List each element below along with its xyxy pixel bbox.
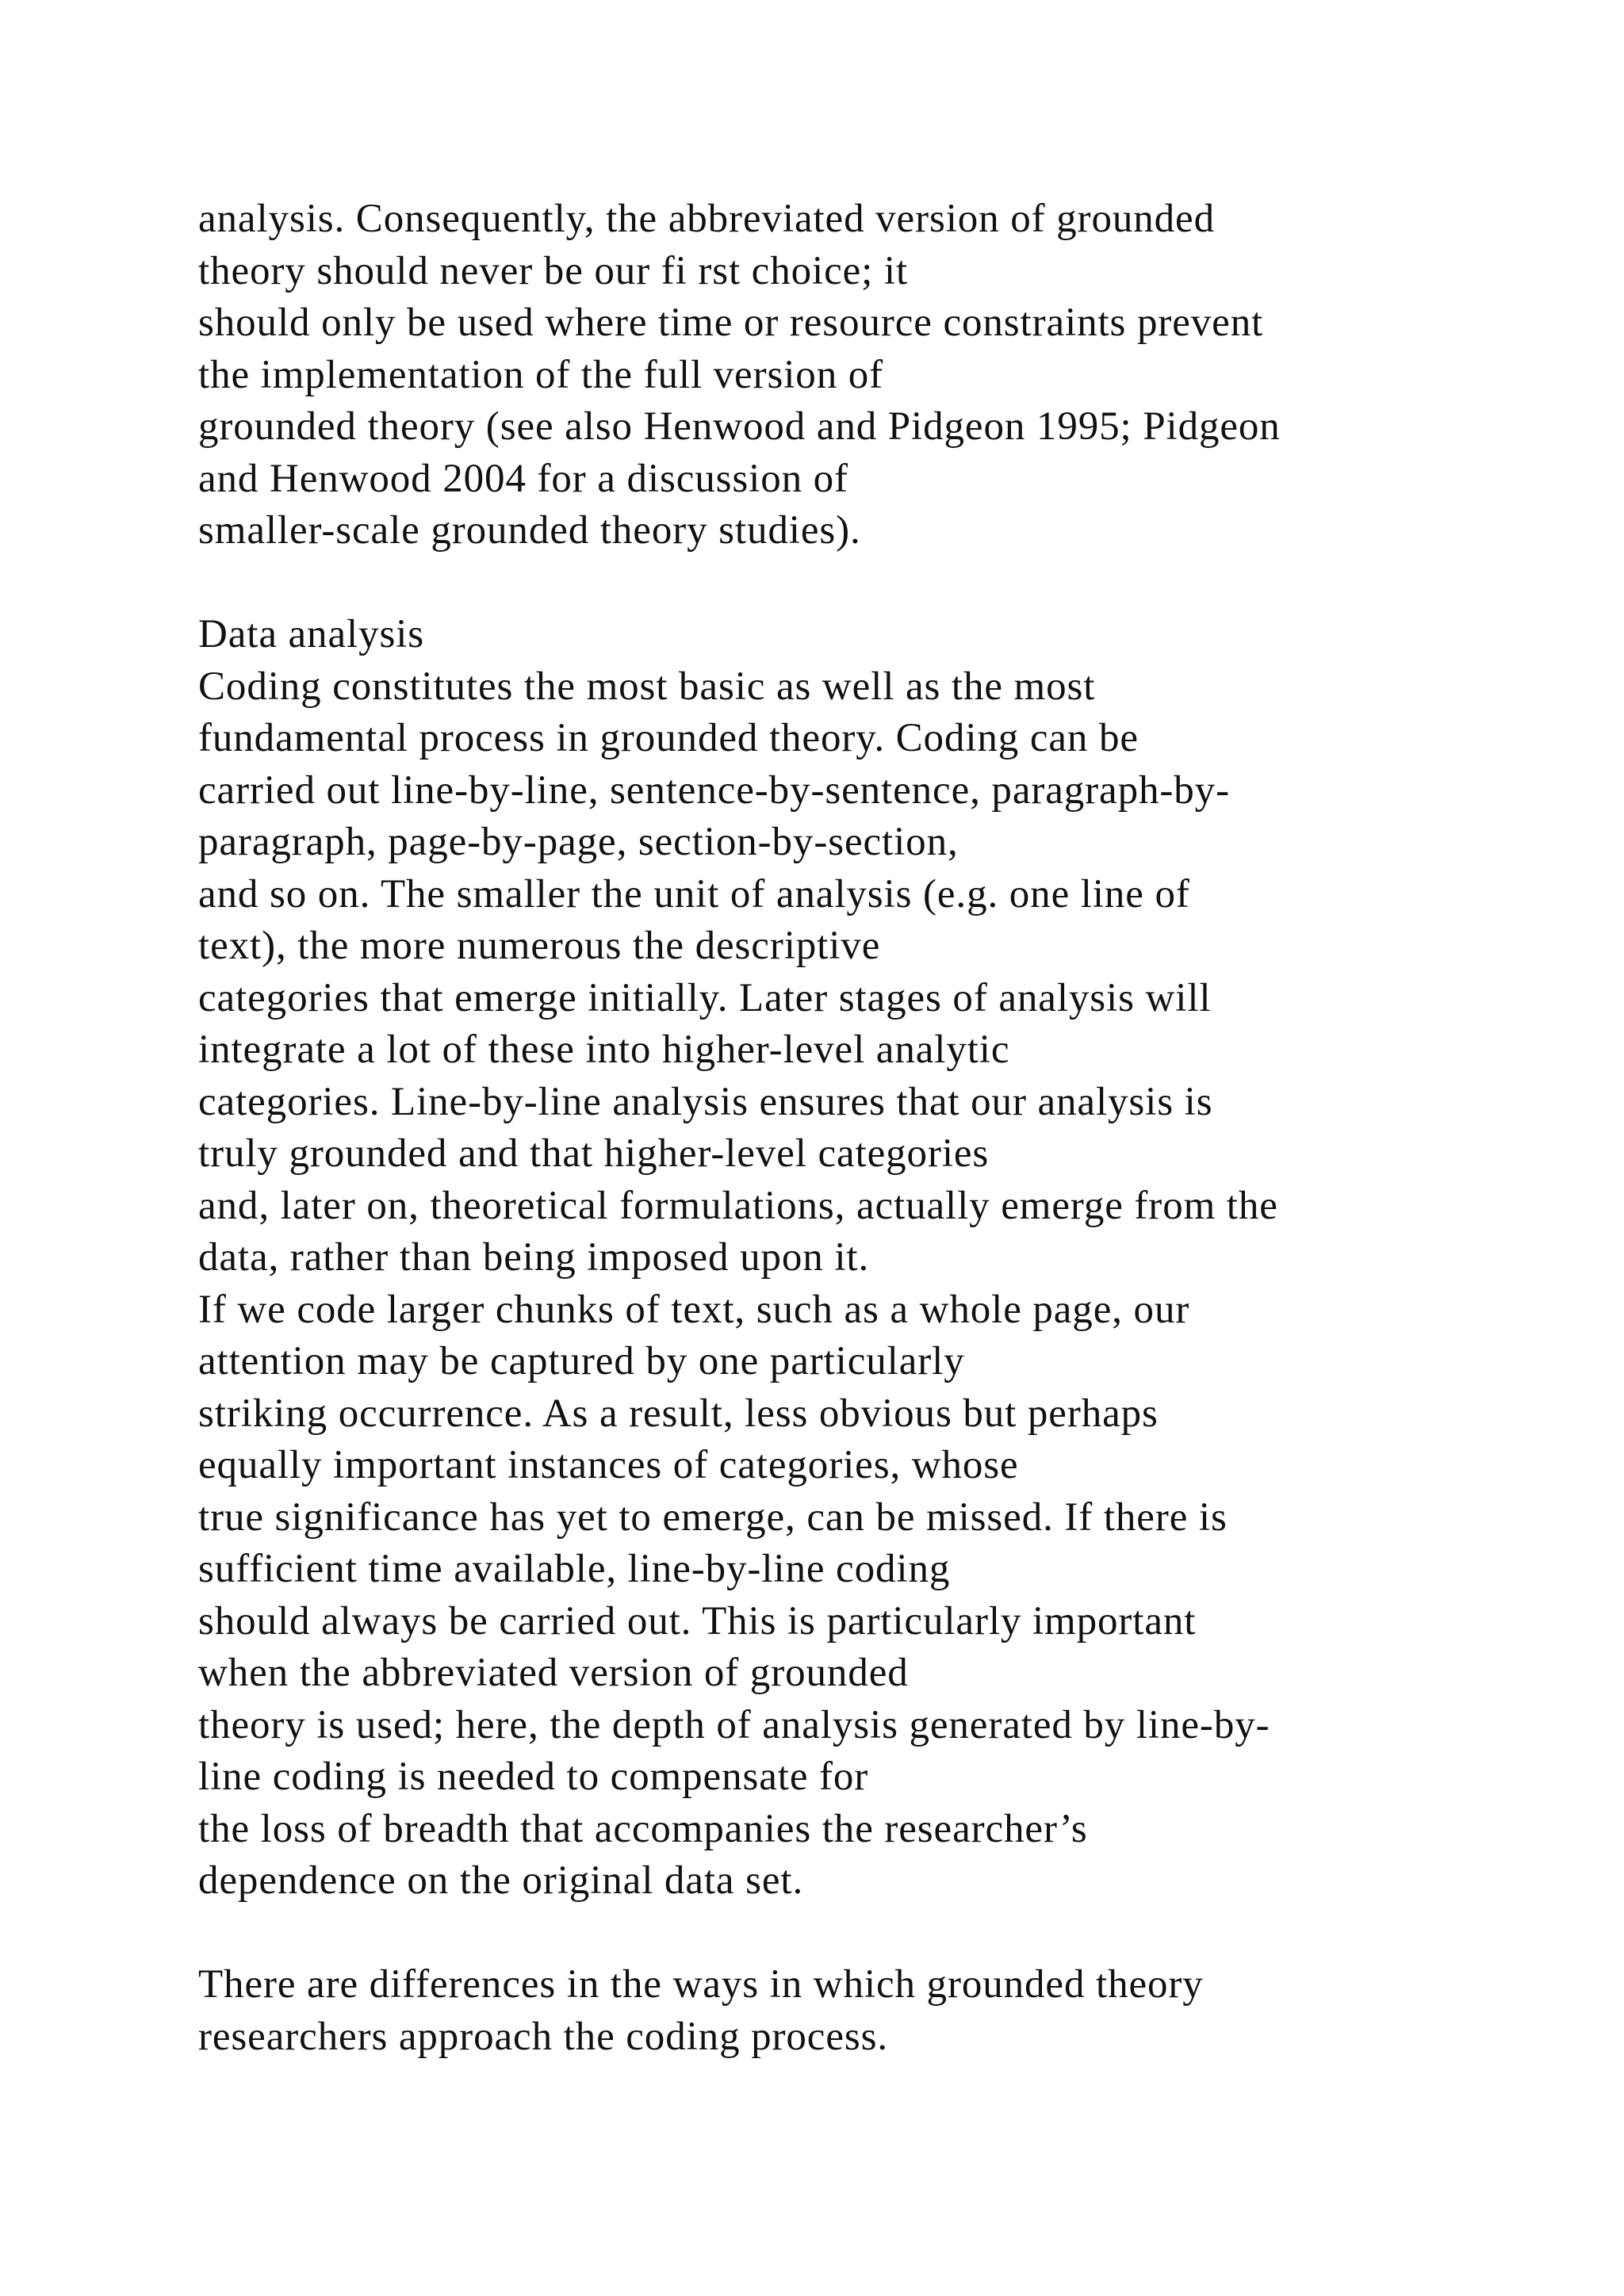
text-line: There are differences in the ways in which grounded theory [198,1962,1204,2007]
text-line: should always be carried out. This is particularly important [198,1598,1197,1644]
text-line: when the abbreviated version of grounded [198,1651,909,1695]
text-line: If we code larger chunks of text, such as a whole page, our [198,1287,1190,1332]
text-line: line coding is needed to compensate for [198,1755,869,1799]
text-line: truly grounded and that higher-level categories [198,1131,990,1176]
text-line: researchers approach the coding process. [198,2014,889,2059]
text-line: data, rather than being imposed upon it. [198,1235,870,1280]
text-line: categories. Line-by-line analysis ensures that our analysis is [198,1079,1213,1124]
text-line: fundamental process in grounded theory. Coding can be [198,716,1139,760]
text-line: sufficient time available, line-by-line coding [198,1547,951,1591]
text-line: integrate a lot of these into higher-level analytic [198,1027,1010,1072]
text-line: theory is used; here, the depth of analysis generated by line-by- [198,1702,1270,1747]
text-line: smaller-scale grounded theory studies). [198,508,861,553]
text-line: should only be used where time or resource constraints prevent [198,300,1264,345]
text-line: theory should never be our fi rst choice; it [198,248,909,293]
text-line: and, later on, theoretical formulations, actually emerge from the [198,1183,1278,1228]
text-line: paragraph, page-by-page, section-by-section, [198,820,959,864]
text-line: categories that emerge initially. Later stages of analysis will [198,975,1212,1020]
text-line: striking occurrence. As a result, less obvious but perhaps [198,1391,1159,1436]
text-line: the loss of breadth that accompanies the researcher’s [198,1806,1088,1851]
text-line: carried out line-by-line, sentence-by-sentence, paragraph-by- [198,767,1230,813]
text-line: grounded theory (see also Henwood and Pidgeon 1995; Pidgeon [198,404,1281,449]
text-line: attention may be captured by one particularly [198,1339,965,1383]
text-line: the implementation of the full version of [198,352,884,397]
paragraph-gap [198,1908,1562,1960]
paragraph-gap [198,557,1562,610]
text-line: true significance has yet to emerge, can be missed. If there is [198,1494,1228,1540]
body-text [198,193,1562,2063]
text-line: and so on. The smaller the unit of analysis (e.g. one line of [198,871,1190,916]
section-heading: Data analysis [198,612,425,656]
text-line: Coding constitutes the most basic as well as the most [198,664,1096,709]
text-line: analysis. Consequently, the abbreviated version of grounded [198,197,1215,241]
text-line: and Henwood 2004 for a discussion of [198,456,848,501]
text-line: dependence on the original data set. [198,1858,804,1903]
text-line: equally important instances of categories, whose [198,1443,1019,1487]
text-line: text), the more numerous the descriptive [198,924,881,968]
